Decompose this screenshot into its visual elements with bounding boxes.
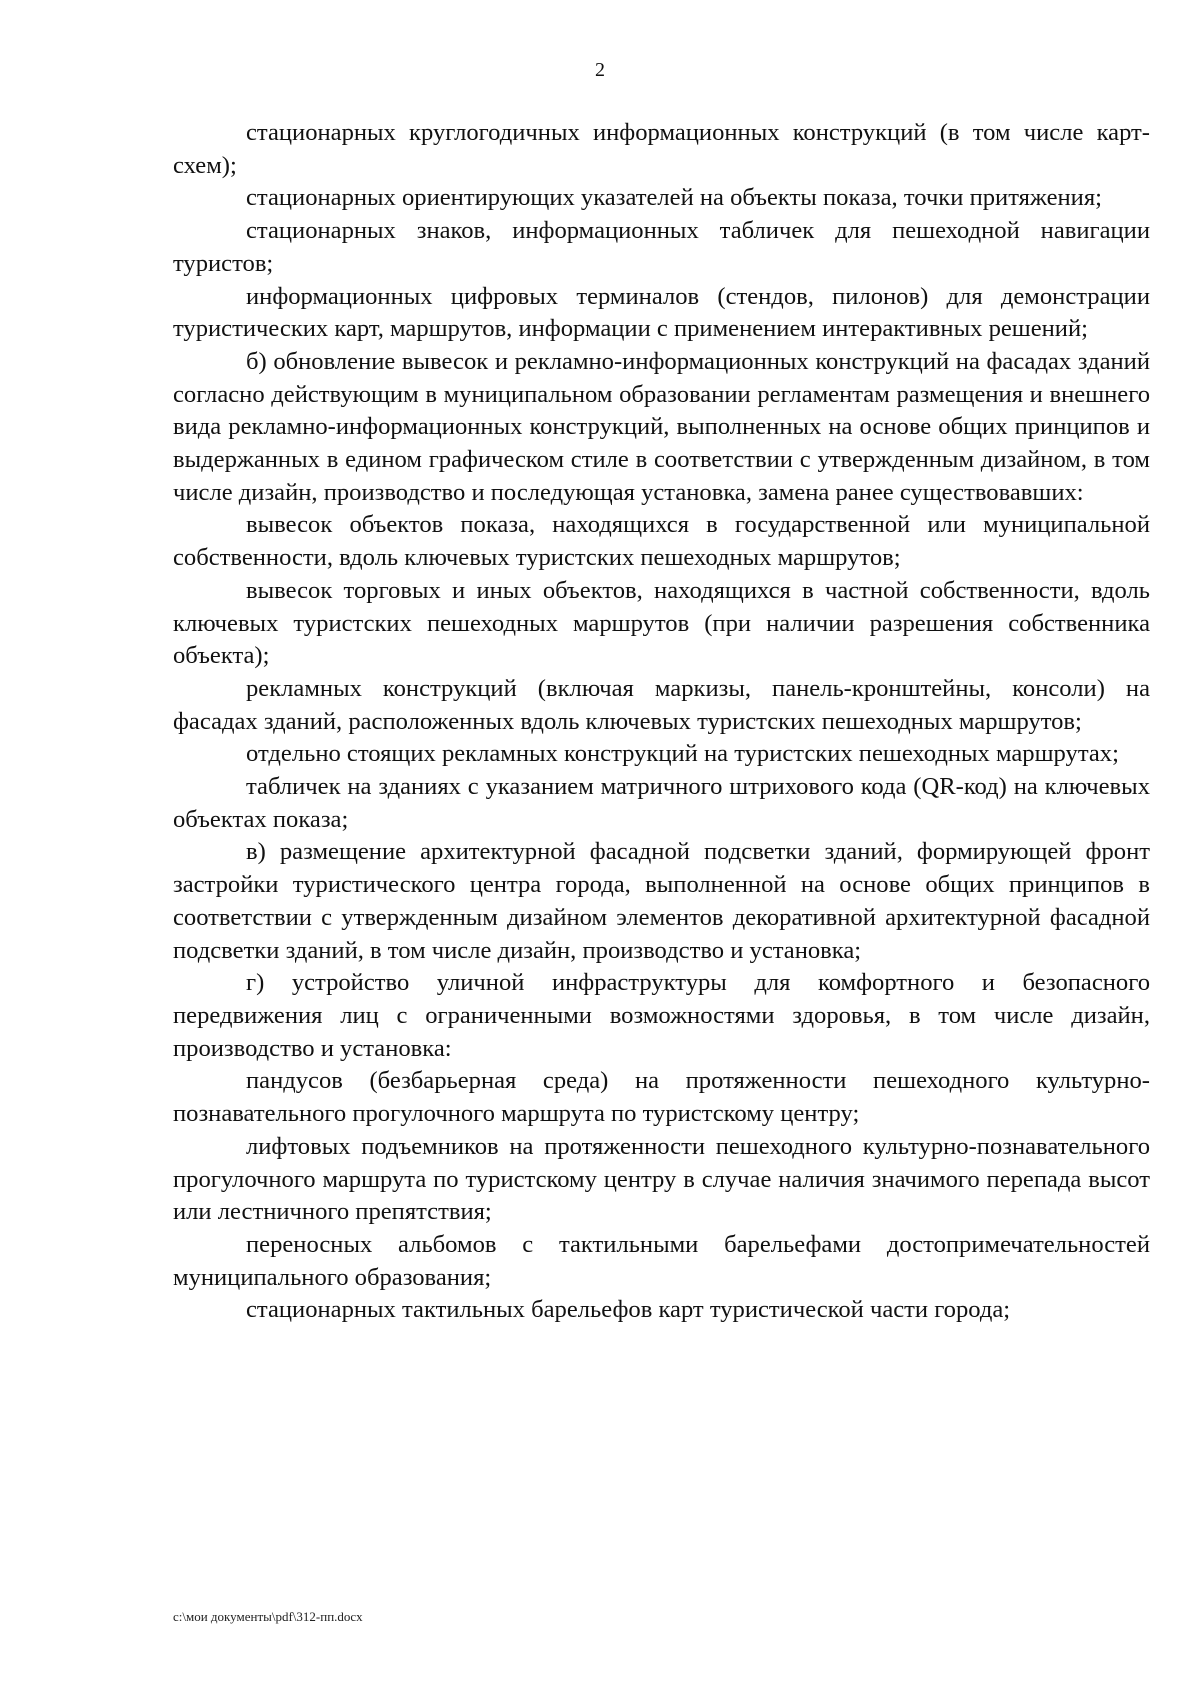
paragraph: стационарных тактильных барельефов карт туристической части города; — [246, 1296, 1011, 1324]
footer-file-path: c:\мои документы\pdf\312-пп.docx — [173, 1609, 363, 1624]
paragraph: рекламных конструкций (включая маркизы, панель-кронштейны, консоли) на фасадах зданий, расположенных вдоль ключевых туристских пешеходных маршрутов; — [173, 674, 1150, 735]
paragraph: информационных цифровых терминалов (стендов, пилонов) для демонстрации туристических карт, маршрутов, информации с применением интерактивных решений; — [173, 282, 1150, 343]
page-number: 2 — [595, 59, 605, 81]
paragraph: г) устройство уличной инфраструктуры для комфортного и безопасного передвижения лиц с ограниченными возможностями здоровья, в том числе дизайн, производство и установка: — [173, 969, 1150, 1062]
paragraph: пандусов (безбарьерная среда) на протяженности пешеходного культурно-познавательного прогулочного маршрута по туристскому центру; — [173, 1067, 1150, 1128]
paragraph: переносных альбомов с тактильными барельефами достопримечательностей муниципального образования; — [173, 1230, 1150, 1291]
paragraph: вывесок торговых и иных объектов, находящихся в частной собственности, вдоль ключевых туристских пешеходных маршрутов (при наличии разрешения собственника объекта); — [173, 576, 1150, 670]
document-body — [173, 117, 1150, 1327]
paragraph: в) размещение архитектурной фасадной подсветки зданий, формирующей фронт застройки туристического центра города, выполненной на основе общих принципов в соответствии с утвержденным дизайном элементов декоративной архитектурной фасадной подсветки зданий, в том числе дизайн, производство и установка; — [173, 838, 1150, 964]
paragraph: лифтовых подъемников на протяженности пешеходного культурно-познавательного прогулочного маршрута по туристскому центру в случае наличия значимого перепада высот или лестничного препятствия; — [173, 1132, 1150, 1226]
paragraph: вывесок объектов показа, находящихся в государственной или муниципальной собственности, вдоль ключевых туристских пешеходных маршрутов; — [173, 511, 1150, 572]
paragraph: табличек на зданиях с указанием матричного штрихового кода (QR-код) на ключевых объектах показа; — [173, 773, 1150, 833]
paragraph: стационарных круглогодичных информационных конструкций (в том числе карт-схем); — [173, 119, 1150, 179]
paragraph: отдельно стоящих рекламных конструкций на туристских пешеходных маршрутах; — [246, 740, 1119, 768]
paragraph: стационарных ориентирующих указателей на объекты показа, точки притяжения; — [246, 184, 1102, 212]
paragraph: б) обновление вывесок и рекламно-информационных конструкций на фасадах зданий согласно действующим в муниципальном образовании регламентам размещения и внешнего вида рекламно-информационных конструкций, выполненных на основе общих принципов и выдержанных в едином графическом стиле в соответствии с утвержденным дизайном, в том числе дизайн, производство и последующая установка, замена ранее существовавших: — [173, 347, 1150, 506]
paragraph: стационарных знаков, информационных табличек для пешеходной навигации туристов; — [173, 217, 1150, 277]
